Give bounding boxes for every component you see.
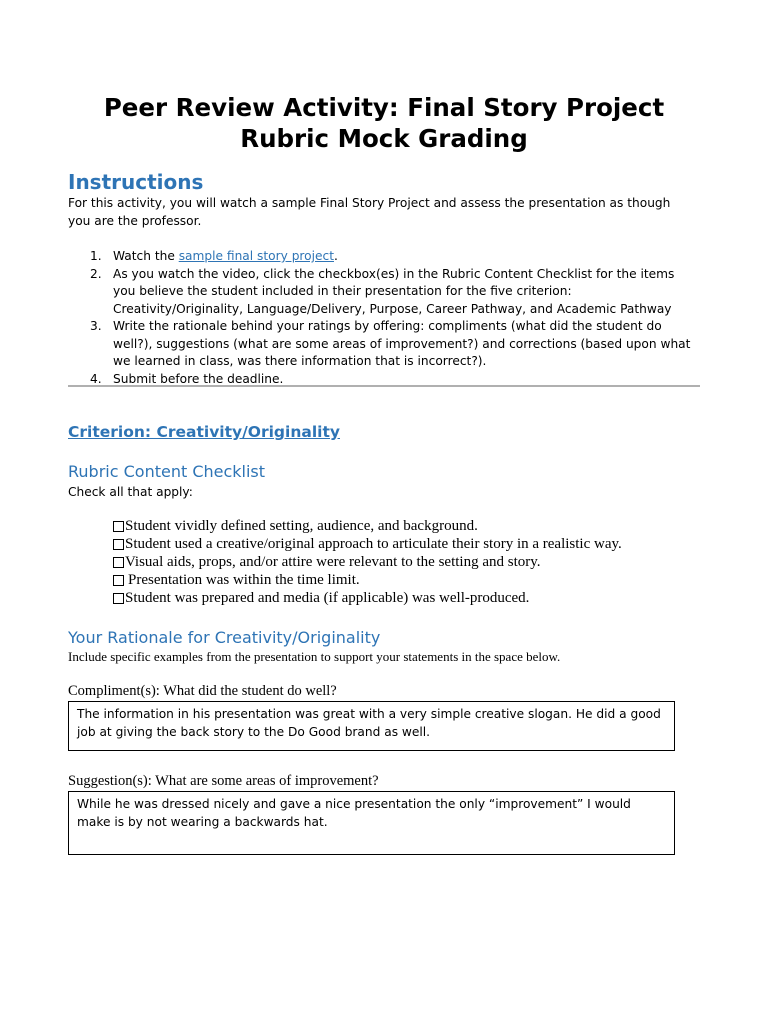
rationale-note: Include specific examples from the presentation to support your statements in the space below.	[68, 649, 561, 664]
checklist-item	[113, 589, 622, 607]
checklist-item	[113, 517, 622, 535]
instruction-step	[68, 318, 698, 371]
compliment-label: Compliment(s): What did the student do well?	[68, 683, 337, 699]
criterion-heading: Criterion: Creativity/Originality	[68, 423, 340, 441]
checklist-note: Check all that apply:	[68, 485, 193, 499]
checklist-checkbox[interactable]	[113, 593, 124, 604]
instruction-step	[68, 248, 698, 266]
step-text: As you watch the video, click the checkbox(es) in the Rubric Content Checklist for the items you believe the student included in their presentation for the five criterion: Creativity/Originality, Language/Delivery, Purpose, Career Pathway, and Academic Pathway	[113, 266, 675, 316]
step-text: Write the rationale behind your ratings by offering: compliments (what did the student do well?), suggestions (what are some areas of improvement?) and corrections (based upon what we learned in class, was there information that is incorrect?).	[113, 319, 691, 368]
suggestion-label: Suggestion(s): What are some areas of improvement?	[68, 773, 379, 789]
step-text-prefix: Watch the	[113, 249, 179, 263]
step-text-suffix: .	[334, 249, 338, 263]
instruction-step	[68, 266, 698, 319]
checklist-item	[113, 535, 622, 553]
instructions-intro: For this activity, you will watch a sample Final Story Project and assess the presentation as though you are the professor.	[68, 196, 671, 228]
instructions-heading: Instructions	[68, 170, 204, 194]
page-title-line-2: Rubric Mock Grading	[240, 124, 528, 153]
checklist-checkbox[interactable]	[113, 557, 124, 568]
section-divider	[68, 385, 700, 387]
checklist-heading: Rubric Content Checklist	[68, 462, 266, 481]
page-title-line-1: Peer Review Activity: Final Story Project	[103, 93, 665, 122]
checklist-item-label: Presentation was within the time limit.	[128, 572, 360, 588]
checklist-item-label: Student vividly defined setting, audience, and background.	[125, 518, 478, 534]
step-number: 4.	[90, 371, 102, 386]
page-title	[40, 92, 728, 154]
step-number: 2.	[90, 266, 102, 281]
checklist-checkbox[interactable]	[113, 575, 124, 586]
compliment-answer-field[interactable]: The information in his presentation was great with a very simple creative slogan. He did a good job at giving the back story to the Do Good brand as well.	[68, 701, 675, 751]
checklist-checkbox[interactable]	[113, 521, 124, 532]
rationale-heading: Your Rationale for Creativity/Originality	[68, 628, 381, 647]
rubric-checklist	[113, 517, 622, 607]
instruction-steps	[68, 248, 698, 388]
checklist-item-label: Student was prepared and media (if applicable) was well-produced.	[125, 590, 530, 606]
checklist-checkbox[interactable]	[113, 539, 124, 550]
sample-project-link[interactable]: sample final story project	[178, 249, 334, 263]
step-text: Submit before the deadline.	[113, 371, 284, 386]
checklist-item-label: Student used a creative/original approach to articulate their story in a realistic way.	[125, 536, 622, 552]
checklist-item	[113, 571, 622, 589]
step-number: 3.	[90, 319, 102, 333]
suggestion-answer-field[interactable]: While he was dressed nicely and gave a nice presentation the only “improvement” I would make is by not wearing a backwards hat.	[68, 791, 675, 855]
step-number: 1.	[90, 249, 102, 263]
checklist-item	[113, 553, 622, 571]
checklist-item-label: Visual aids, props, and/or attire were relevant to the setting and story.	[125, 554, 541, 570]
